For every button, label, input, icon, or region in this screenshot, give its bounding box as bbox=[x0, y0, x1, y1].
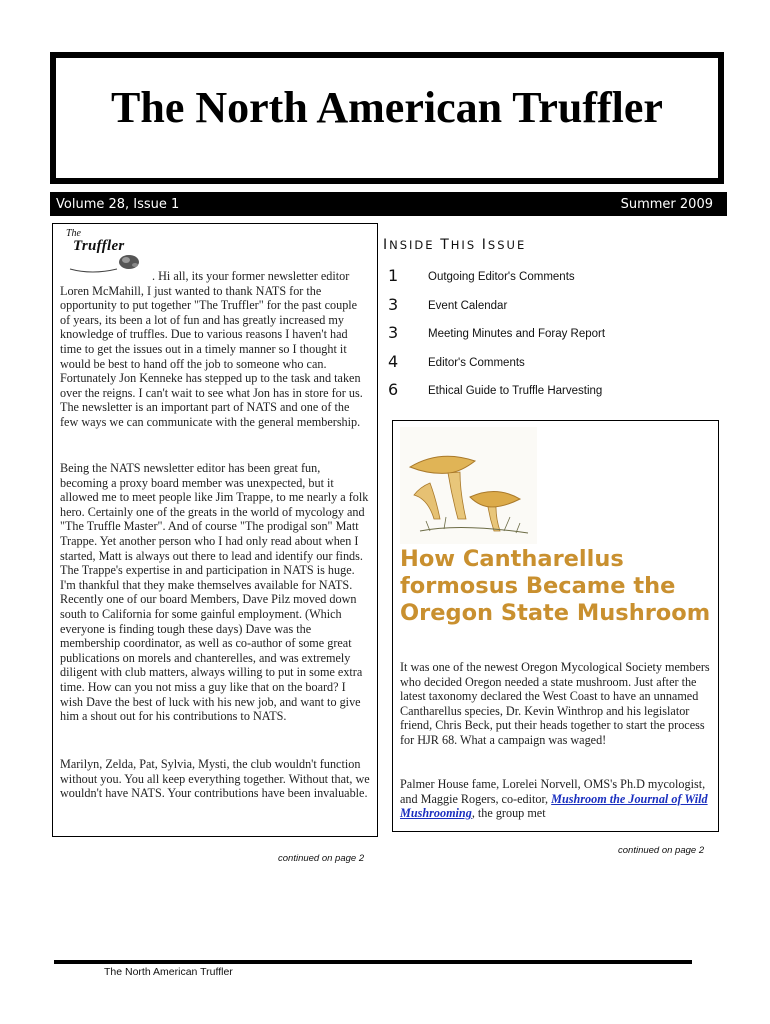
toc-item[interactable] bbox=[388, 323, 718, 352]
logo-the: The bbox=[66, 228, 81, 239]
footer-rule bbox=[54, 960, 692, 964]
toc-title: Event Calendar bbox=[428, 299, 508, 312]
volume-issue: Volume 28, Issue 1 bbox=[56, 197, 180, 212]
feature-continued-note: continued on page 2 bbox=[618, 845, 705, 856]
article-paragraph-2: Being the NATS newsletter editor has been great fun, becoming a proxy board member was unexpected, but it allowed me to meet people like Jim Trappe, to me nearly a folk hero. Certainly one of the greats in the world of mycology and "The Truffle Master". And of course "The prodigal son" Matt Trappe. Yet another person who I had only read about when I started, Matt is always out there to lead and identify our finds. The Trappe's expertise in and participation in NATS is huge. I'm thankful that they make themselves available for NATS. Recently one of our board Members, Dave Pilz moved down south to California for some gainful employment. (Which everyone is finding tough these days) Dave was the membership coordinator, as well as co-author of some great publications on morels and chanterelles, and was extremely diligent with club matters, always willing to put in some extra time. How can you not miss a guy like that on the board? I wish Dave the best of luck with his new job, and want to give him a shout out for his contributions to NATS. bbox=[60, 461, 369, 724]
issue-bar bbox=[50, 192, 727, 216]
toc-item[interactable] bbox=[388, 295, 718, 324]
toc-page-number: 6 bbox=[388, 380, 399, 399]
toc-item[interactable] bbox=[388, 266, 718, 295]
feature-paragraph-2: Palmer House fame, Lorelei Norvell, OMS's Ph.D mycologist, and Maggie Rogers, co-editor, Mushroom the Journal of Wild Mushrooming, the group met bbox=[400, 777, 708, 821]
chanterelle-illustration bbox=[400, 427, 537, 544]
article-paragraph-1 bbox=[60, 269, 370, 430]
toc-item[interactable] bbox=[388, 380, 718, 409]
toc-item[interactable] bbox=[388, 352, 718, 381]
toc-page-number: 3 bbox=[388, 323, 399, 342]
toc-title: Ethical Guide to Truffle Harvesting bbox=[428, 385, 603, 397]
toc-page-number: 1 bbox=[388, 266, 399, 285]
toc-title: Editor's Comments bbox=[428, 356, 525, 369]
footer-title: The North American Truffler bbox=[104, 966, 233, 978]
newsletter-title: The North American Truffler bbox=[111, 83, 663, 132]
journal-link[interactable]: Mushroom the Journal of Wild Mushrooming bbox=[400, 791, 708, 821]
article-continued-note: continued on page 2 bbox=[278, 853, 365, 864]
lead-dot: . bbox=[152, 269, 156, 283]
table-of-contents bbox=[388, 266, 718, 409]
toc-title: Outgoing Editor's Comments bbox=[428, 271, 575, 283]
feature-headline: How Cantharellus formosus Became the Oregon State Mushroom bbox=[400, 546, 711, 626]
toc-title: Meeting Minutes and Foray Report bbox=[428, 328, 606, 340]
masthead bbox=[50, 52, 724, 184]
toc-page-number: 4 bbox=[388, 351, 399, 371]
feature-paragraph-1: It was one of the newest Oregon Mycological Society members who decided Oregon needed a state mushroom. Just after the latest taxonomy declared the West Coast to have an unnamed Cantharellus species, Dr. Kevin Winthrop and his legislator friend, Chris Beck, put their heads together to start the process for HJR 68. What a campaign was waged! bbox=[400, 660, 710, 747]
logo-truffler: Truffler bbox=[73, 238, 125, 254]
toc-page-number: 3 bbox=[388, 294, 399, 314]
inside-this-issue-heading: INSIDE THIS ISSUE bbox=[383, 237, 527, 253]
article-paragraph-3: Marilyn, Zelda, Pat, Sylvia, Mysti, the club wouldn't function without you. You all keep everything together. Without that, we wouldn't have NATS. Your contributions have been invaluable. bbox=[60, 757, 370, 801]
issue-season: Summer 2009 bbox=[620, 197, 713, 212]
article-first-line: Hi all, its your former newsletter editor bbox=[158, 269, 350, 283]
article-paragraph-1-rest: Loren McMahill, I just wanted to thank NATS for the opportunity to put together "The Truffler" for the past couple of years, its been a lot of fun and has greatly increased my knowledge of truffles. Due to various reasons I haven't had time to get the issues out in a timely manner so I thought it would be best to hand off the job to someone who can. Fortunately Jon Kenneke has stepped up to the task and taken over the reigns. I can't wait to see what Jon has in store for us. The newsletter is an important part of NATS and one of the few ways we can communicate with the general membership. bbox=[60, 283, 363, 429]
